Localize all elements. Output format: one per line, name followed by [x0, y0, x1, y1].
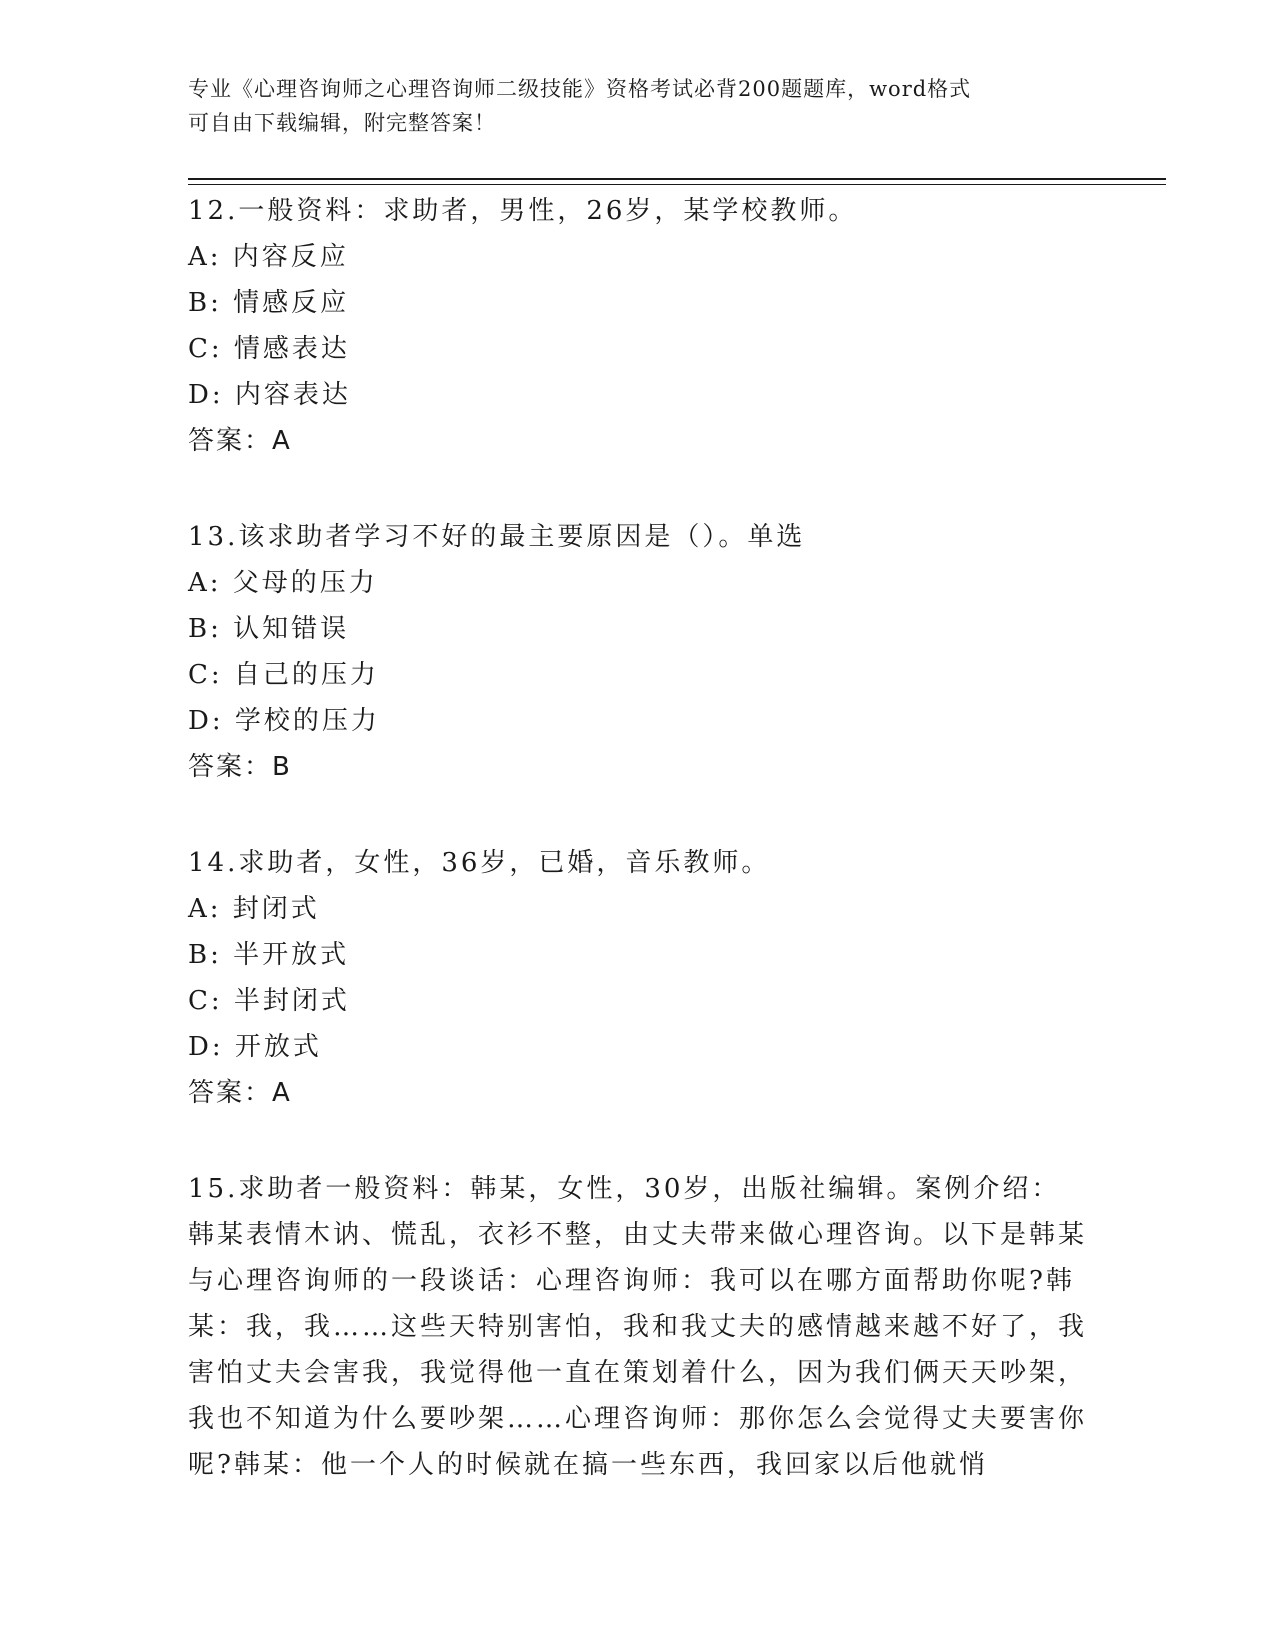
option-c: C: 情感表达 [188, 334, 350, 364]
header-divider-thin [188, 184, 1166, 185]
option-d: D: 开放式 [188, 1032, 322, 1062]
option-c: C: 半封闭式 [188, 986, 350, 1016]
option-a: A: 内容反应 [188, 242, 349, 272]
option-c: C: 自己的压力 [188, 660, 379, 690]
answer-line: 答案：A [188, 1078, 292, 1108]
header-line-1: 专业《心理咨询师之心理咨询师二级技能》资格考试必背200题题库，word格式 [188, 77, 972, 101]
question-passage: 15.求助者一般资料：韩某，女性，30岁，出版社编辑。案例介绍：韩某表情木讷、慌乱，衣衫不整，由丈夫带来做心理咨询。以下是韩某与心理咨询师的一段谈话：心理咨询师：我可以在哪方面帮助你呢?韩某：我，我……这些天特别害怕，我和我丈夫的感情越来越不好了，我害怕丈夫会害我，我觉得他一直在策划着什么，因为我们俩天天吵架，我也不知道为什么要吵架……心理咨询师：那你怎么会觉得丈夫要害你呢?韩某：他一个人的时候就在搞一些东西，我回家以后他就悄 [188, 1174, 1088, 1480]
option-a: A: 封闭式 [188, 894, 320, 924]
header-line-2: 可自由下载编辑，附完整答案！ [188, 111, 496, 135]
header-divider-thick [188, 178, 1166, 180]
option-b: B: 认知错误 [188, 614, 350, 644]
question-13 [188, 514, 1088, 790]
question-15 [188, 1166, 1088, 1488]
question-stem: 13.该求助者学习不好的最主要原因是（）。单选 [188, 522, 806, 552]
question-12 [188, 188, 1088, 464]
question-14 [188, 840, 1088, 1116]
question-stem: 12.一般资料：求助者，男性，26岁，某学校教师。 [188, 196, 858, 226]
option-d: D: 学校的压力 [188, 706, 380, 736]
answer-line: 答案：A [188, 426, 292, 456]
question-list [188, 188, 1088, 1538]
question-stem: 14.求助者，女性，36岁，已婚，音乐教师。 [188, 848, 771, 878]
option-b: B: 情感反应 [188, 288, 350, 318]
option-d: D: 内容表达 [188, 380, 351, 410]
option-b: B: 半开放式 [188, 940, 350, 970]
answer-line: 答案：B [188, 752, 292, 782]
document-header [188, 72, 1088, 140]
option-a: A: 父母的压力 [188, 568, 378, 598]
